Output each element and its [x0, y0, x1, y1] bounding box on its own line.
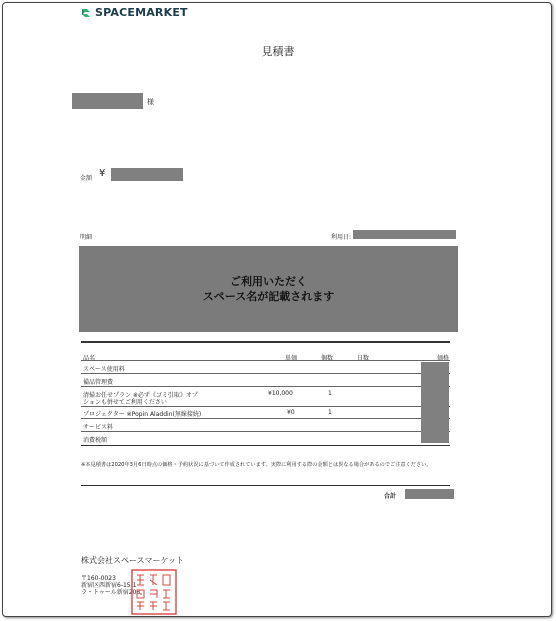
table-row-divider — [81, 418, 450, 419]
company-seal-stamp — [131, 569, 177, 615]
company-postal: 〒160-0023 — [81, 575, 116, 582]
amount-currency: ¥ — [99, 168, 106, 179]
header-item: 品名 — [83, 355, 96, 362]
company-address-2: ラ・トゥール新宿208 — [81, 589, 141, 596]
row-3-item: 清掃お任せプラン ※必ず《ゴミ引取》オプ — [83, 392, 198, 399]
banner-line-1: ご利用いただく — [230, 275, 307, 288]
table-row-divider — [81, 386, 450, 387]
row-6-item: 消費税額 — [83, 437, 108, 444]
amount-label: 金額 — [80, 175, 93, 182]
header-amount: 価格 — [437, 355, 450, 362]
table-row-divider — [81, 406, 450, 407]
company-name: 株式会社スペースマーケット — [81, 556, 185, 565]
brand-logo — [80, 6, 188, 19]
banner-line-2: スペース名が記載されます — [202, 290, 335, 303]
table-row-divider — [81, 431, 450, 432]
total-value-redacted — [405, 489, 454, 499]
row-4-item: プロジェクター ※Popin Aladdin(無線接続) — [83, 411, 202, 418]
amount-value-redacted — [111, 168, 183, 181]
space-name-banner — [79, 246, 458, 332]
estimate-note: ※本見積書は2020年3月6日時点の価格・予約状況に基づいて作成されています。実際に利用する際の金額とは異なる場合があるのでご注意ください。 — [81, 462, 432, 468]
row-3-unit-price: ¥10,000 — [268, 390, 293, 397]
usage-date-redacted — [353, 230, 456, 239]
document-title: 見積書 — [261, 45, 295, 58]
recipient-suffix: 様 — [147, 98, 154, 106]
row-5-item: サービス料 — [83, 424, 114, 431]
row-1-item: スペース使用料 — [83, 366, 125, 373]
header-days: 日数 — [357, 355, 370, 362]
header-quantity: 個数 — [321, 355, 334, 362]
details-label: 明細 — [80, 234, 93, 241]
amount-column-redacted — [421, 362, 449, 443]
total-label: 合計 — [384, 493, 397, 500]
note-rule — [81, 485, 450, 486]
header-unit-price: 単価 — [285, 355, 298, 362]
company-address-1: 新宿区西新宿6-15-1 — [81, 582, 137, 589]
table-bottom-rule — [81, 445, 450, 446]
table-row-divider — [81, 360, 450, 361]
row-4-unit-price: ¥0 — [287, 409, 295, 416]
table-top-rule — [81, 341, 450, 343]
brand-name: SPACEMARKET — [95, 6, 188, 19]
table-row-divider — [81, 373, 450, 374]
row-3-quantity: 1 — [328, 390, 332, 397]
row-4-quantity: 1 — [328, 409, 332, 416]
row-3-item-cont: ションも併せてご利用ください — [83, 399, 167, 406]
usage-date-label: 利用日: — [331, 234, 352, 241]
recipient-name-redacted — [72, 93, 143, 109]
row-2-item: 備品管理費 — [83, 379, 114, 386]
spacemarket-logo-icon — [80, 7, 92, 19]
